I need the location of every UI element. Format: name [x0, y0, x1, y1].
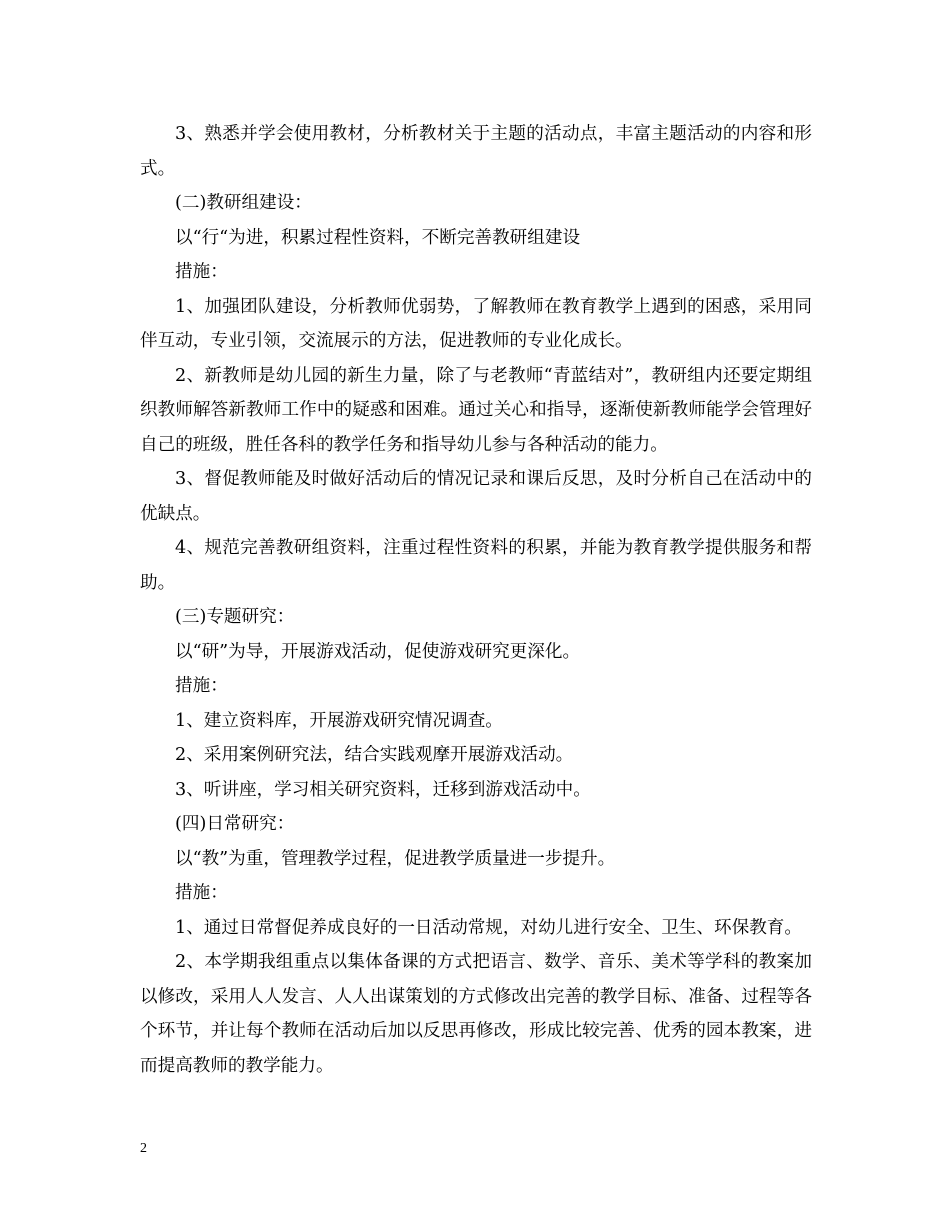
paragraph: 2、采用案例研究法，结合实践观摩开展游戏活动。	[175, 745, 574, 765]
measures-label: 措施：	[175, 262, 228, 282]
document-body	[140, 117, 812, 1083]
section-heading: (三)专题研究：	[175, 607, 295, 627]
measures-label: 措施：	[175, 676, 228, 696]
paragraph: 2、本学期我组重点以集体备课的方式把语言、数学、音乐、美术等学科的教案加以修改，采用人人发言、人人出谋策划的方式修改出完善的教学目标、准备、过程等各个环节，并让每个教师在活动后加以反思再修改，形成比较完善、优秀的园本教案，进而提高教师的教学能力。	[140, 952, 812, 1076]
paragraph: 以“行“为进，积累过程性资料，不断完善教研组建设	[175, 227, 581, 248]
paragraph: 3、听讲座，学习相关研究资料，迁移到游戏活动中。	[175, 779, 591, 800]
section-heading: (二)教研组建设：	[175, 193, 312, 213]
paragraph: 以“教”为重，管理教学过程，促进教学质量进一步提升。	[175, 848, 616, 869]
paragraph: 2、新教师是幼儿园的新生力量，除了与老教师“青蓝结对”，教研组内还要定期组织教师解答新教师工作中的疑惑和困难。通过关心和指导，逐渐使新教师能学会管理好自己的班级，胜任各科的教学任务和指导幼儿参与各种活动的能力。	[140, 365, 812, 455]
paragraph: 3、督促教师能及时做好活动后的情况记录和课后反思，及时分析自己在活动中的优缺点。	[140, 469, 812, 524]
measures-label: 措施：	[175, 883, 228, 903]
paragraph: 3、熟悉并学会使用教材，分析教材关于主题的活动点，丰富主题活动的内容和形式。	[140, 124, 812, 179]
page-number: 2	[140, 1141, 147, 1156]
paragraph: 1、通过日常督促养成良好的一日活动常规，对幼儿进行安全、卫生、环保教育。	[175, 917, 802, 938]
paragraph: 1、加强团队建设，分析教师优弱势，了解教师在教育教学上遇到的困惑，采用同伴互动，专业引领，交流展示的方法，促进教师的专业化成长。	[140, 296, 812, 351]
paragraph: 1、建立资料库，开展游戏研究情况调查。	[175, 710, 503, 731]
paragraph: 4、规范完善教研组资料，注重过程性资料的积累，并能为教育教学提供服务和帮助。	[140, 538, 812, 593]
section-heading: (四)日常研究：	[175, 814, 295, 834]
paragraph: 以“研”为导，开展游戏活动，促使游戏研究更深化。	[175, 641, 581, 662]
